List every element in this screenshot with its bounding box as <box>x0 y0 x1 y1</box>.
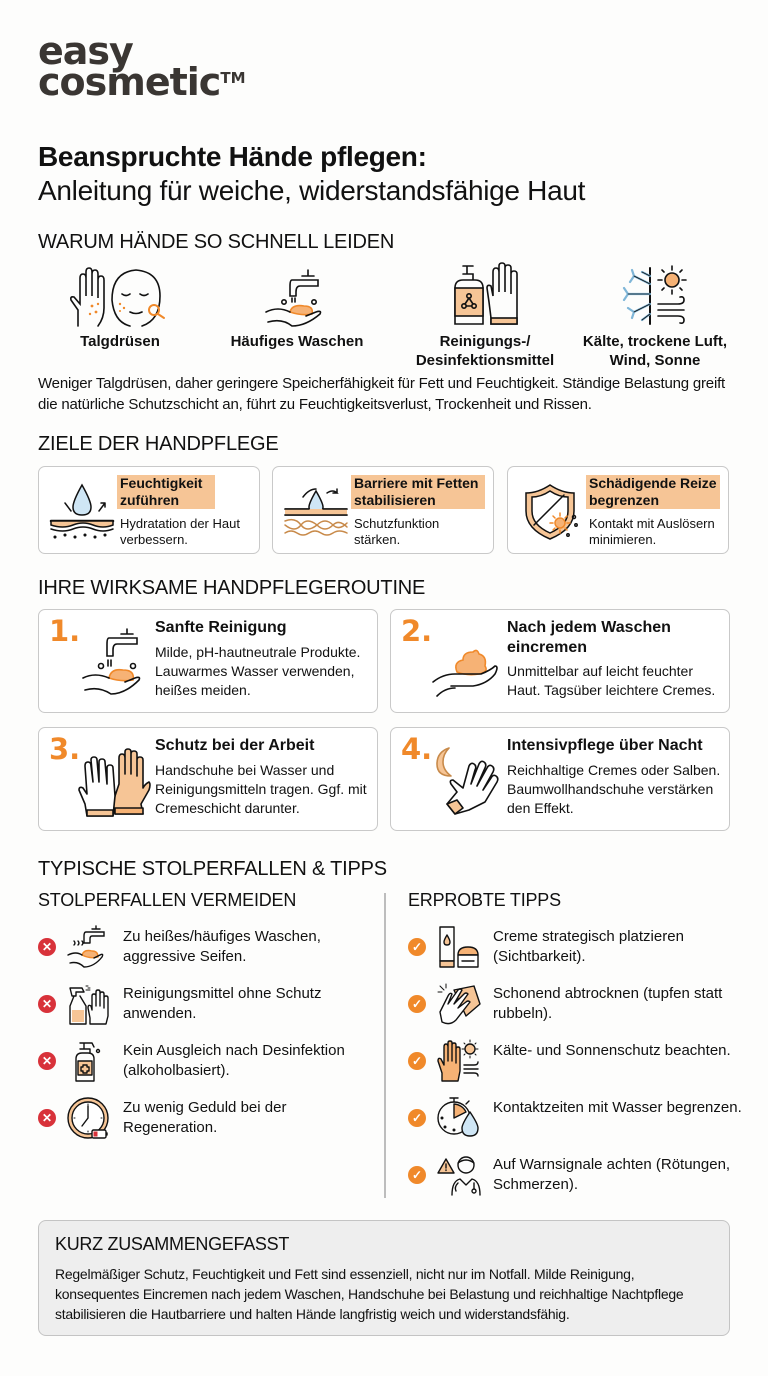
summary-box <box>38 1220 730 1336</box>
cause-label: Talgdrüsen <box>80 333 160 350</box>
check-icon: ✓ <box>408 1109 426 1127</box>
pitfalls-heading: STOLPERFALLEN VERMEIDEN <box>38 890 297 910</box>
droplet-skin-icon <box>47 481 117 541</box>
column-divider <box>384 893 386 1198</box>
brand-logo <box>38 29 246 104</box>
cross-icon: ✕ <box>38 995 56 1013</box>
towel-hand-icon <box>436 982 480 1026</box>
routine-step <box>390 609 730 713</box>
trademark: TM <box>220 69 246 87</box>
goal-title: Barriere mit Fetten stabilisieren <box>351 475 485 509</box>
glove-sun-wind-icon <box>436 1039 480 1083</box>
goal-card <box>507 466 729 554</box>
disinfectant-icon <box>66 1039 110 1083</box>
tip-item <box>408 1153 738 1203</box>
routine-step <box>38 727 378 831</box>
check-icon: ✓ <box>408 1166 426 1184</box>
step-desc: Reichhaltige Cremes oder Salben. Baumwollhandschuhe verstärken den Effekt. <box>507 762 721 816</box>
cream-tube-jar-icon <box>436 925 480 969</box>
tip-text: Schonend abtrocknen (tupfen statt rubbeln). <box>493 985 723 1022</box>
cause-item <box>35 260 205 351</box>
goal-desc: Kontakt mit Auslösern minimieren. <box>589 516 715 547</box>
goal-title: Feuchtigkeit zuführen <box>117 475 215 509</box>
skin-barrier-icon <box>281 481 351 541</box>
routine-heading: IHRE WIRKSAME HANDPFLEGEROUTINE <box>38 577 426 599</box>
step-desc: Handschuhe bei Wasser und Reinigungsmitteln tragen. Ggf. mit Cremeschicht darunter. <box>155 762 367 816</box>
tip-text: Kälte- und Sonnenschutz beachten. <box>493 1042 731 1059</box>
routine-step <box>38 609 378 713</box>
hot-water-icon <box>66 925 110 969</box>
pitfall-item <box>38 925 368 975</box>
step-number: 4. <box>401 732 433 766</box>
pitfall-item <box>38 982 368 1032</box>
hand-washing-icon <box>77 626 153 702</box>
goal-title: Schädigende Reize begrenzen <box>586 475 720 509</box>
why-causes <box>30 260 740 370</box>
cause-label: Kälte, trockene Luft, Wind, Sonne <box>582 333 728 369</box>
check-icon: ✓ <box>408 1052 426 1070</box>
pitfall-text: Zu heißes/häufiges Waschen, aggressive Seifen. <box>123 928 321 965</box>
step-title: Schutz bei der Arbeit <box>155 737 315 754</box>
tip-text: Creme strategisch platzieren (Sichtbarkeit). <box>493 928 684 965</box>
routine-step <box>390 727 730 831</box>
brand-line-1: easy <box>38 29 133 73</box>
shield-icon <box>516 481 586 541</box>
step-number: 3. <box>49 732 81 766</box>
pitfall-text: Kein Ausgleich nach Desinfektion (alkoholbasiert). <box>123 1042 345 1079</box>
why-explanation: Weniger Talgdrüsen, daher geringere Speicherfähigkeit für Fett und Feuchtigkeit. Ständige Belastung greift die natürliche Schutzschicht an, führt zu Feuchtigkeitsverlust, Trockenheit und Rissen. <box>38 375 726 413</box>
goal-card <box>38 466 260 554</box>
cross-icon: ✕ <box>38 1109 56 1127</box>
check-icon: ✓ <box>408 995 426 1013</box>
cause-label: Häufiges Waschen <box>230 333 364 350</box>
cause-item <box>400 260 570 370</box>
cross-icon: ✕ <box>38 1052 56 1070</box>
tip-text: Auf Warnsignale achten (Rötungen, Schmerzen). <box>493 1156 731 1193</box>
clock-battery-icon <box>66 1096 110 1140</box>
page-title <box>38 140 738 208</box>
summary-heading: KURZ ZUSAMMENGEFASST <box>55 1234 290 1254</box>
cause-item <box>570 260 740 370</box>
check-icon: ✓ <box>408 938 426 956</box>
step-desc: Milde, pH-hautneutrale Produkte. Lauwarmes Wasser verwenden, heißes meiden. <box>155 644 361 698</box>
cause-item <box>212 260 382 351</box>
pitfalls-tips-heading: TYPISCHE STOLPERFALLEN & TIPPS <box>38 858 387 880</box>
tip-item <box>408 925 738 975</box>
tip-item <box>408 1039 738 1089</box>
why-heading: WARUM HÄNDE SO SCHNELL LEIDEN <box>38 231 395 253</box>
pitfall-text: Reinigungsmittel ohne Schutz anwenden. <box>123 985 322 1022</box>
cause-label: Reinigungs-/ Desinfektionsmittel <box>415 333 555 369</box>
step-title: Nach jedem Waschen eincremen <box>507 619 671 656</box>
step-title: Intensivpflege über Nacht <box>507 737 703 754</box>
moon-glove-icon <box>429 744 505 820</box>
step-number: 1. <box>49 614 81 648</box>
gloves-icon <box>77 744 153 820</box>
warning-doctor-icon <box>436 1153 480 1197</box>
goal-desc: Schutzfunktion stärken. <box>354 516 440 547</box>
cream-hand-icon <box>429 626 505 702</box>
tip-item <box>408 982 738 1032</box>
hand-washing-icon <box>212 260 382 328</box>
weather-icon <box>570 260 740 328</box>
title-main: Beanspruchte Hände pflegen: <box>38 141 427 172</box>
brand-line-2: cosmetic <box>38 60 221 104</box>
goal-desc: Hydratation der Haut verbessern. <box>120 516 240 547</box>
tips-heading: ERPROBTE TIPPS <box>408 890 561 910</box>
step-number: 2. <box>401 614 433 648</box>
pitfall-text: Zu wenig Geduld bei der Regeneration. <box>123 1099 287 1136</box>
hand-face-skin-icon <box>35 260 205 328</box>
spray-glove-icon <box>66 982 110 1026</box>
step-desc: Unmittelbar auf leicht feuchter Haut. Tagsüber leichtere Cremes. <box>507 663 716 698</box>
tip-text: Kontaktzeiten mit Wasser begrenzen. <box>493 1099 742 1116</box>
soap-glove-icon <box>400 260 570 328</box>
pitfall-item <box>38 1096 368 1146</box>
title-sub: Anleitung für weiche, widerstandsfähige Haut <box>38 175 586 206</box>
stopwatch-drop-icon <box>436 1096 480 1140</box>
pitfall-item <box>38 1039 368 1089</box>
step-title: Sanfte Reinigung <box>155 619 287 636</box>
tip-item <box>408 1096 742 1146</box>
summary-text: Regelmäßiger Schutz, Feuchtigkeit und Fett sind essenziell, nicht nur im Notfall. Milde Reinigung, konsequentes Eincremen nach jedem Waschen, Handschuhe bei Belastung und reichhaltige Nachtpflege stabilisieren die Hautbarriere und halten Hände langfristig weich und widerstandsfähig. <box>55 1266 684 1322</box>
cross-icon: ✕ <box>38 938 56 956</box>
goals-heading: ZIELE DER HANDPFLEGE <box>38 433 279 455</box>
goal-card <box>272 466 494 554</box>
